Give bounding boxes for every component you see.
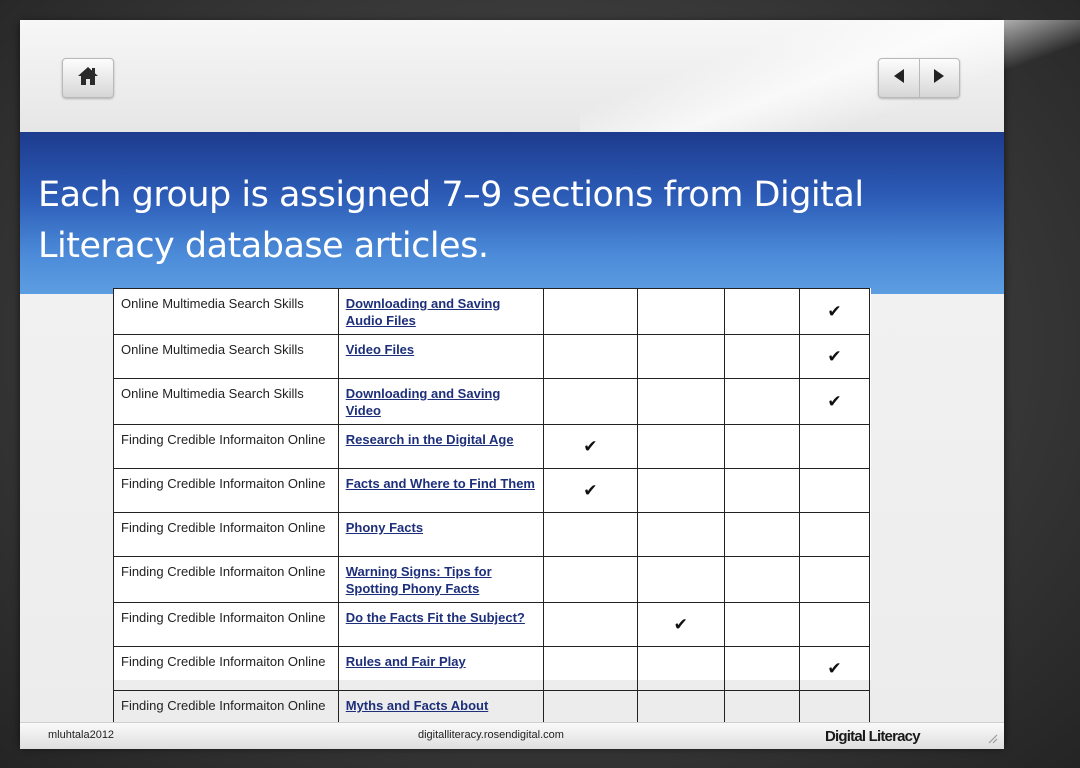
- category-cell: Online Multimedia Search Skills: [114, 335, 339, 379]
- check-cell: [637, 425, 724, 469]
- article-link[interactable]: Facts and Where to Find Them: [345, 476, 535, 491]
- articles-table: [113, 288, 870, 735]
- check-cell: [800, 647, 870, 691]
- article-cell: [338, 425, 543, 469]
- check-cell: [637, 513, 724, 557]
- check-mark-icon: ✔: [583, 437, 598, 456]
- check-mark-icon: ✔: [827, 302, 842, 321]
- check-mark-icon: ✔: [827, 347, 842, 366]
- article-link[interactable]: Warning Signs: Tips for Spotting Phony Facts: [345, 564, 492, 596]
- category-cell: Online Multimedia Search Skills: [114, 379, 339, 425]
- next-slide-button[interactable]: [919, 59, 959, 97]
- articles-table-container: [113, 288, 871, 713]
- article-cell: [338, 557, 543, 603]
- check-cell: [544, 557, 638, 603]
- article-link[interactable]: Phony Facts: [345, 520, 424, 535]
- articles-table-body: [114, 289, 870, 735]
- triangle-right-icon: [931, 68, 947, 89]
- article-link[interactable]: Rules and Fair Play: [345, 654, 466, 669]
- category-cell: Finding Credible Informaiton Online: [114, 647, 339, 691]
- check-cell: [800, 603, 870, 647]
- footer-bar: [20, 722, 1004, 749]
- check-cell: [544, 513, 638, 557]
- table-row: [114, 647, 870, 691]
- table-row: [114, 513, 870, 557]
- check-mark-icon: ✔: [827, 659, 842, 678]
- footer-url: digitalliteracy.rosendigital.com: [418, 729, 564, 741]
- check-cell: [800, 557, 870, 603]
- check-cell: [637, 289, 724, 335]
- article-link[interactable]: Myths and Facts About: [345, 698, 489, 713]
- article-cell: [338, 603, 543, 647]
- check-cell: [637, 379, 724, 425]
- check-cell: [544, 647, 638, 691]
- check-cell: [724, 603, 799, 647]
- article-cell: [338, 335, 543, 379]
- category-cell: Finding Credible Informaiton Online: [114, 603, 339, 647]
- table-row: [114, 425, 870, 469]
- article-link[interactable]: Video Files: [345, 342, 415, 357]
- check-mark-icon: ✔: [827, 392, 842, 411]
- check-cell: [800, 513, 870, 557]
- category-cell: Finding Credible Informaiton Online: [114, 469, 339, 513]
- article-link[interactable]: Downloading and Saving Video: [345, 386, 501, 418]
- check-cell: [724, 289, 799, 335]
- table-row: [114, 603, 870, 647]
- footer-author: mluhtala2012: [48, 729, 115, 741]
- article-cell: [338, 469, 543, 513]
- table-row: [114, 557, 870, 603]
- check-cell: [637, 335, 724, 379]
- table-row: [114, 379, 870, 425]
- article-cell: [338, 289, 543, 335]
- category-cell: Finding Credible Informaiton Online: [114, 691, 339, 735]
- slide-title: Each group is assigned 7–9 sections from Digital Literacy database articles.: [38, 175, 864, 266]
- home-icon: [77, 66, 99, 91]
- home-button[interactable]: [62, 58, 114, 98]
- resize-grip-icon[interactable]: [986, 731, 998, 743]
- category-cell: Online Multimedia Search Skills: [114, 289, 339, 335]
- check-cell: [800, 289, 870, 335]
- check-cell: [800, 379, 870, 425]
- check-cell: [724, 469, 799, 513]
- check-cell: [544, 469, 638, 513]
- article-link[interactable]: Downloading and Saving Audio Files: [345, 296, 501, 328]
- check-cell: [544, 425, 638, 469]
- table-row: [114, 289, 870, 335]
- check-cell: [544, 335, 638, 379]
- check-cell: [544, 289, 638, 335]
- article-link[interactable]: Do the Facts Fit the Subject?: [345, 610, 525, 625]
- check-cell: [544, 603, 638, 647]
- check-cell: [800, 335, 870, 379]
- check-cell: [724, 647, 799, 691]
- check-cell: [800, 469, 870, 513]
- table-row: [114, 335, 870, 379]
- check-cell: [724, 513, 799, 557]
- check-cell: [637, 603, 724, 647]
- article-cell: [338, 379, 543, 425]
- table-row: [114, 469, 870, 513]
- article-cell: [338, 513, 543, 557]
- check-cell: [637, 469, 724, 513]
- category-cell: Finding Credible Informaiton Online: [114, 557, 339, 603]
- check-cell: [724, 335, 799, 379]
- slide-toolbar: [20, 20, 1004, 132]
- slide-navigation: [878, 58, 960, 98]
- check-cell: [637, 647, 724, 691]
- category-cell: Finding Credible Informaiton Online: [114, 425, 339, 469]
- category-cell: Finding Credible Informaiton Online: [114, 513, 339, 557]
- check-cell: [724, 425, 799, 469]
- brand-logo: Digital Literacy: [825, 728, 920, 745]
- check-cell: [800, 425, 870, 469]
- article-cell: [338, 647, 543, 691]
- article-link[interactable]: Research in the Digital Age: [345, 432, 514, 447]
- check-cell: [724, 379, 799, 425]
- check-cell: [724, 557, 799, 603]
- previous-slide-button[interactable]: [879, 59, 919, 97]
- check-cell: [637, 557, 724, 603]
- check-cell: [544, 379, 638, 425]
- check-mark-icon: ✔: [583, 481, 598, 500]
- triangle-left-icon: [891, 68, 907, 89]
- check-mark-icon: ✔: [673, 615, 688, 634]
